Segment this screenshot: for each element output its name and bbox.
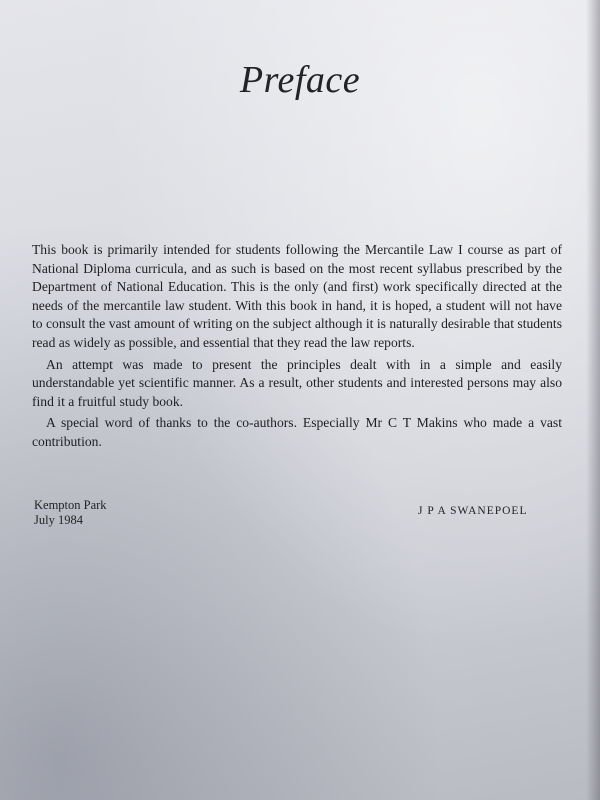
signature-place-date (34, 498, 107, 528)
signature-place: Kempton Park (34, 498, 107, 512)
page-edge-shadow (586, 0, 600, 800)
preface-paragraph-2: An attempt was made to present the principles dealt with in a simple and easily understandable yet scientific manner. As a result, other students and interested persons may also find it a fruitful study book. (32, 356, 562, 409)
preface-body (32, 241, 562, 455)
page-title: Preface (239, 59, 361, 101)
preface-paragraph-1: This book is primarily intended for students following the Mercantile Law I course as part of National Diploma curricula, and as such is based on the most recent syllabus prescribed by the Department of National Education. This is the only (and first) work specifically directed at the needs of the mercantile law student. With this book in hand, it is hoped, a student will not have to consult the vast amount of writing on the subject although it is naturally desirable that students read as widely as possible, and essential that they read the law reports. (32, 242, 562, 350)
signature-date: July 1984 (34, 513, 83, 527)
preface-paragraph-3: A special word of thanks to the co-authors. Especially Mr C T Makins who made a vast contribution. (32, 415, 562, 449)
author-name: J P A SWANEPOEL (418, 505, 528, 517)
